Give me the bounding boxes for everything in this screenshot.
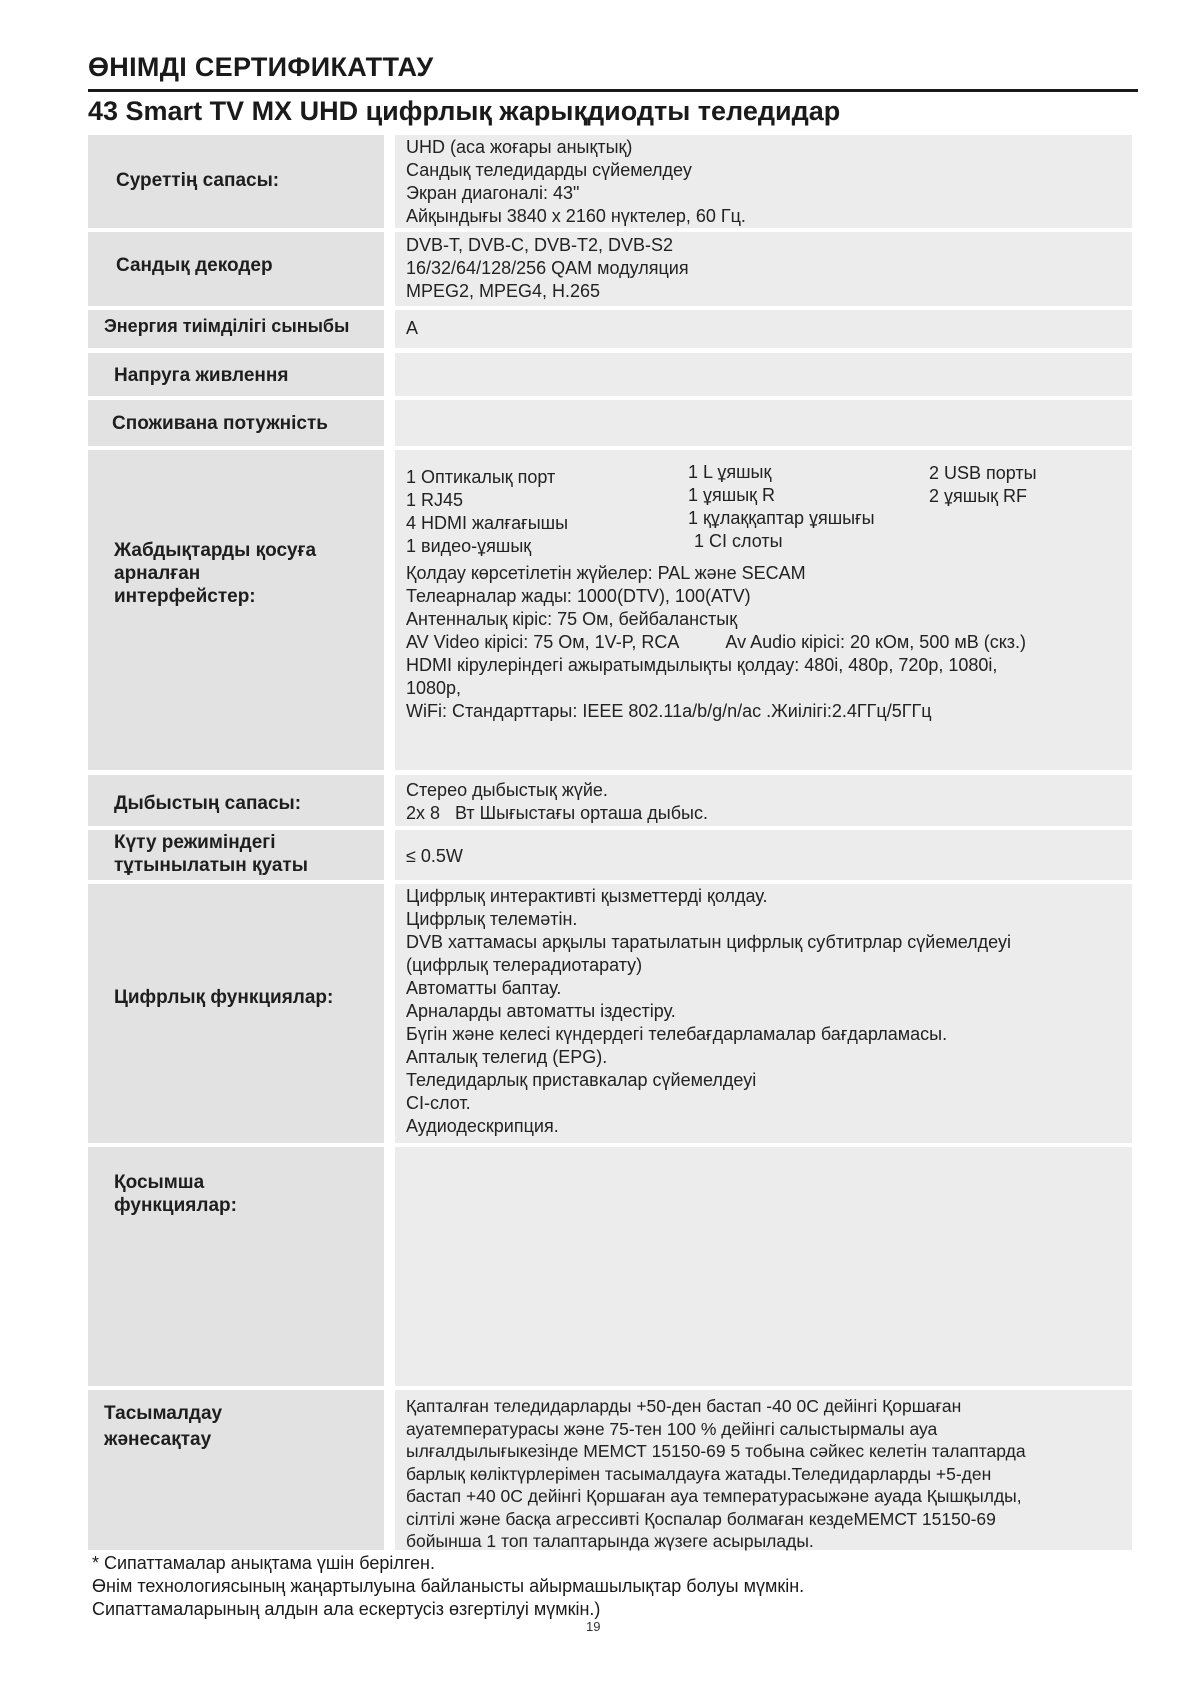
page-number: 19 [586,1619,601,1634]
spec-line: Антенналық кіріс: 75 Ом, бейбаланстық [406,609,738,629]
spec-line: сілтілі және басқа агрессивті Қоспалар болмаған кездеМЕМСТ 15150-69 [406,1508,996,1529]
footnote: Өнім технологиясының жаңартылуына байланысты айырмашылықтар болуы мүмкін. [92,1576,805,1596]
port-item: 2 USB порты [929,463,1037,483]
product-title: 43 Smart TV MX UHD цифрлық жарықдиодты теледидар [88,96,841,126]
spec-line: ауатемпературасы және 75-тен 100 % дейінгі салыстырмалы ауа [406,1418,938,1439]
spec-line: (цифрлық телерадиотарату) [406,955,643,975]
digital-decoder-label: Сандық декодер [116,255,273,276]
spec-row-digital-functions [88,884,1132,1143]
port-item: 1 құлаққаптар ұяшығы [688,508,875,528]
spec-line: Қапталған теледидарларды +50-ден бастап -40 0С дейінгі Қоршаған [406,1396,962,1416]
spec-line: Апталық телегид (EPG). [406,1047,608,1067]
spec-label-cell [88,1390,384,1550]
port-item: 4 HDMI жалғағышы [406,513,569,533]
spec-value-cell [395,135,1132,228]
footnote: * Сипаттамалар анықтама үшін берілген. [92,1553,435,1573]
picture-quality-label: Суреттің сапасы: [116,170,280,191]
spec-line: Арналарды автоматты іздестіру. [406,1001,676,1021]
spec-line: бойынша 1 топ талаптарында жүзеге асырылады. [406,1531,814,1551]
spec-line: MPEG2, MPEG4, H.265 [406,281,601,301]
standby-label-line: Күту режиміндегі [114,832,276,853]
spec-line: Телеарналар жады: 1000(DTV), 100(ATV) [406,586,751,606]
port-item: 1 Оптикалық порт [406,467,556,487]
port-item: 1 видео-ұяшық [406,536,532,556]
spec-line: Айқындығы 3840 x 2160 нүктелер, 60 Гц. [406,206,746,226]
footnote: Сипаттамаларының алдын ала ескертусіз өзгертілуі мүмкін.) [92,1599,601,1619]
spec-value-cell [395,1390,1132,1550]
spec-line: 2x 8 Вт Шығыстағы орташа дыбыс. [406,803,708,823]
spec-line: UHD (аса жоғары анықтық) [406,137,633,157]
spec-row-sound-quality [88,775,1132,826]
spec-value-cell [395,353,1132,396]
digital-functions-label: Цифрлық функциялар: [114,987,334,1008]
interfaces-label-line: арналған [114,563,201,584]
spec-row-supply-voltage [88,353,1132,396]
spec-row-transport-storage [88,1390,1132,1550]
title-divider [88,89,1138,92]
interfaces-label-line: Жабдықтарды қосуға [114,540,317,561]
spec-line: Экран диагоналі: 43" [406,183,580,203]
port-item: 1 RJ45 [406,490,464,510]
spec-line: ылғалдылығыкезінде МЕМСТ 15150-69 5 тобына сәйкес келетін талаптарда [406,1441,1026,1461]
spec-label-cell [88,135,384,228]
spec-label-cell [88,1147,384,1386]
spec-label-cell [88,232,384,306]
spec-value-cell [395,400,1132,446]
spec-row-interfaces [88,450,1132,770]
spec-line: Теледидарлық приставкалар сүйемелдеуі [406,1070,757,1090]
energy-class-label: Энергия тиімділігі сыныбы [104,316,350,336]
spec-line: Цифрлық интерактивті қызметтерді қолдау. [406,886,768,906]
spec-line: Қолдау көрсетілетін жүйелер: PAL және SECAM [406,563,806,583]
spec-line: 16/32/64/128/256 QAM модуляция [406,258,689,278]
spec-row-standby-power [88,830,1132,880]
spec-label-cell [88,775,384,826]
spec-value-cell [395,1147,1132,1386]
av-audio-spec: Av Audio кірісі: 20 кОм, 500 мВ (скз.) [725,632,1027,652]
standby-label-line: тұтынылатын қуаты [114,855,308,876]
spec-value-cell [395,884,1132,1143]
av-video-spec: AV Video кірісі: 75 Ом, 1V-P, RCA [406,632,679,652]
spec-row-picture-quality [88,135,1132,228]
transport-label-line: Тасымалдау [104,1403,223,1424]
spec-value-cell [395,450,1132,770]
sound-quality-label: Дыбыстың сапасы: [114,793,302,814]
spec-value-cell [395,232,1132,306]
spec-label-cell [88,884,384,1143]
spec-label-cell [88,310,384,348]
spec-line: Автоматты баптау. [406,978,562,998]
ports-column-3 [929,462,1037,508]
spec-row-digital-decoder [88,232,1132,306]
ports-column-2 [688,461,875,553]
spec-line: Аудиодескрипция. [406,1116,559,1136]
spec-label-cell [88,400,384,446]
spec-row-extra-functions [88,1147,1132,1386]
port-item: 1 CI слоты [694,531,783,551]
spec-line: Цифрлық телемәтін. [406,909,578,929]
spec-line: 1080p, [406,678,462,698]
spec-line: WiFi: Стандарттары: IEEE 802.11a/b/g/n/ac .Жиілігі:2.4ГГц/5ГГц [406,701,932,721]
spec-value-cell [395,310,1132,348]
power-consumption-label: Споживана потужність [112,413,328,434]
spec-line: DVB хаттамасы арқылы таратылатын цифрлық субтитрлар сүйемелдеуі [406,932,1011,952]
spec-line: Бүгін және келесі күндердегі телебағдарламалар бағдарламасы. [406,1024,948,1044]
spec-row-energy-class [88,310,1132,348]
port-item: 2 ұяшық RF [929,486,1028,506]
transport-label-line: жәнесақтау [104,1429,212,1450]
ports-column-1 [406,466,568,558]
spec-line: HDMI кірулеріндегі ажыратымдылықты қолдау: 480i, 480p, 720p, 1080i, [406,655,998,675]
page-title: ӨНІМДІ СЕРТИФИКАТТАУ [88,52,434,82]
spec-line: Сандық теледидарды сүйемелдеу [406,160,692,180]
port-item: 1 L ұяшық [688,462,772,482]
extra-functions-label-line: Қосымша [114,1172,205,1193]
spec-line [406,631,1026,654]
spec-value-cell [395,830,1132,880]
energy-class-value: A [406,318,419,338]
spec-label-cell [88,830,384,880]
interface-details [406,562,1026,723]
interfaces-label-line: интерфейстер: [114,586,256,607]
spec-line: DVB-T, DVB-C, DVB-T2, DVB-S2 [406,235,674,255]
standby-value: ≤ 0.5W [406,846,463,866]
port-item: 1 ұяшық R [688,485,776,505]
spec-row-power-consumption [88,400,1132,446]
spec-label-cell [88,353,384,396]
spec-line: Стерео дыбыстық жүйе. [406,780,608,800]
spec-label-cell [88,450,384,770]
spec-line: бастап +40 0С дейінгі Қоршаған ауа температурасыжәне ауада Қышқылды, [406,1486,1022,1506]
extra-functions-label-line: функциялар: [114,1195,237,1216]
spec-line: барлық көліктүрлерімен тасымалдауға жатады.Теледидарларды +5-ден [406,1463,992,1484]
spec-value-cell [395,775,1132,826]
supply-voltage-label: Напруга живлення [114,365,289,386]
spec-line: CI-слот. [406,1093,471,1113]
